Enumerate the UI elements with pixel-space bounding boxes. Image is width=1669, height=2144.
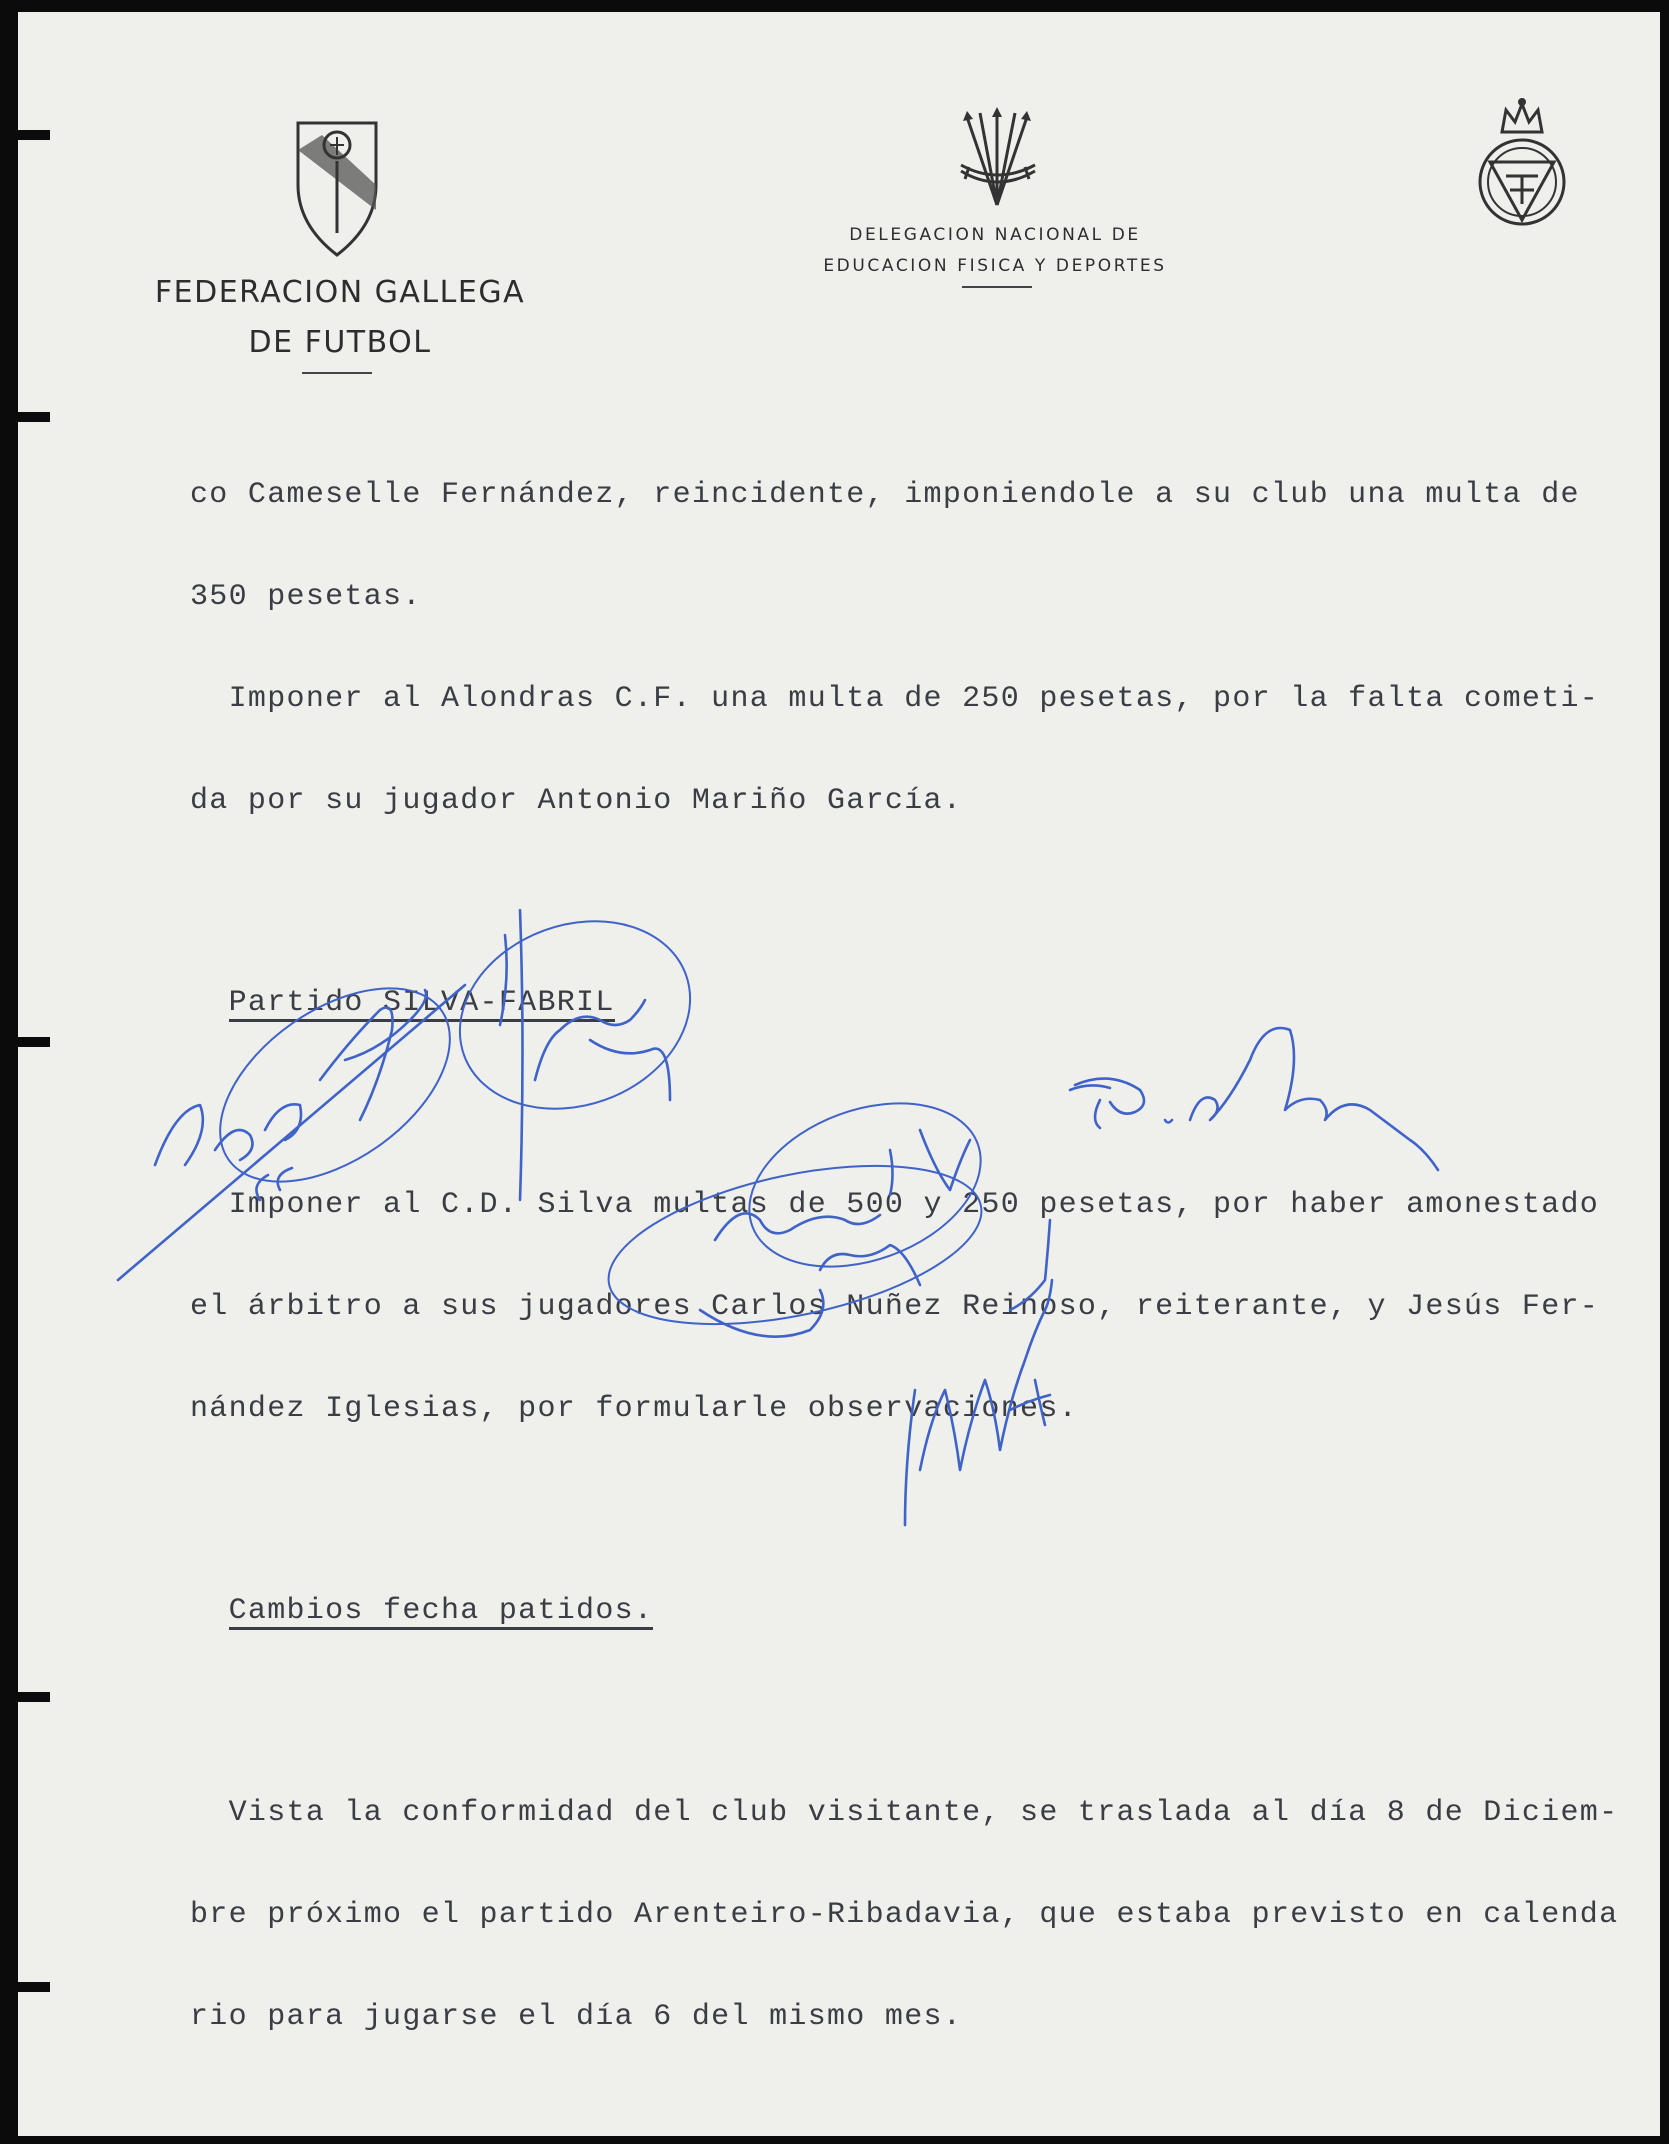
federation-name-line1: FEDERACION GALLEGA bbox=[154, 275, 526, 310]
para1-line1: co Cameselle Fernández, reincidente, imponiendole a su club una multa de bbox=[190, 478, 1580, 512]
punch-mark bbox=[18, 1037, 50, 1047]
punch-mark bbox=[18, 1982, 50, 1992]
royal-spanish-federation-crest-icon bbox=[1470, 92, 1575, 237]
federation-name bbox=[100, 268, 580, 368]
para4-line1: Vista la conformidad del club visitante, se traslada al día 8 de Diciem- bbox=[190, 1796, 1619, 1830]
para4-line2: bre próximo el partido Arenteiro-Ribadavia, que estaba previsto en calenda bbox=[190, 1898, 1619, 1932]
delegation-name-line2: EDUCACION FISICA Y DEPORTES bbox=[823, 256, 1167, 276]
para3-line3: nández Iglesias, por formularle observaciones. bbox=[190, 1392, 1078, 1426]
heading-date-changes: Cambios fecha patidos. bbox=[228, 1594, 654, 1628]
punch-mark bbox=[18, 412, 50, 422]
yoke-and-arrows-emblem-icon bbox=[955, 105, 1040, 215]
punch-mark bbox=[18, 130, 50, 140]
federation-name-line2: DE FUTBOL bbox=[248, 325, 432, 360]
federation-divider bbox=[302, 372, 372, 374]
para2-line2: da por su jugador Antonio Mariño García. bbox=[190, 784, 963, 818]
delegation-name-line1: DELEGACION NACIONAL DE bbox=[849, 225, 1141, 245]
delegation-name bbox=[780, 220, 1210, 282]
para1-line2: 350 pesetas. bbox=[190, 580, 422, 614]
para3-line2: el árbitro a sus jugadores Carlos Nuñez Reinoso, reiterante, y Jesús Fer- bbox=[190, 1290, 1600, 1324]
para3-line1: Imponer al C.D. Silva multas de 500 y 250 pesetas, por haber amonestado bbox=[190, 1188, 1600, 1222]
para2-line1: Imponer al Alondras C.F. una multa de 250 pesetas, por la falta cometi- bbox=[190, 682, 1600, 716]
heading-silva-fabril: Partido SILVA-FABRIL bbox=[228, 986, 615, 1020]
punch-mark bbox=[18, 1692, 50, 1702]
galician-federation-shield-icon bbox=[292, 115, 382, 260]
delegation-divider bbox=[962, 286, 1032, 288]
typed-body bbox=[190, 410, 1660, 2068]
para4-line3: rio para jugarse el día 6 del mismo mes. bbox=[190, 2000, 963, 2034]
